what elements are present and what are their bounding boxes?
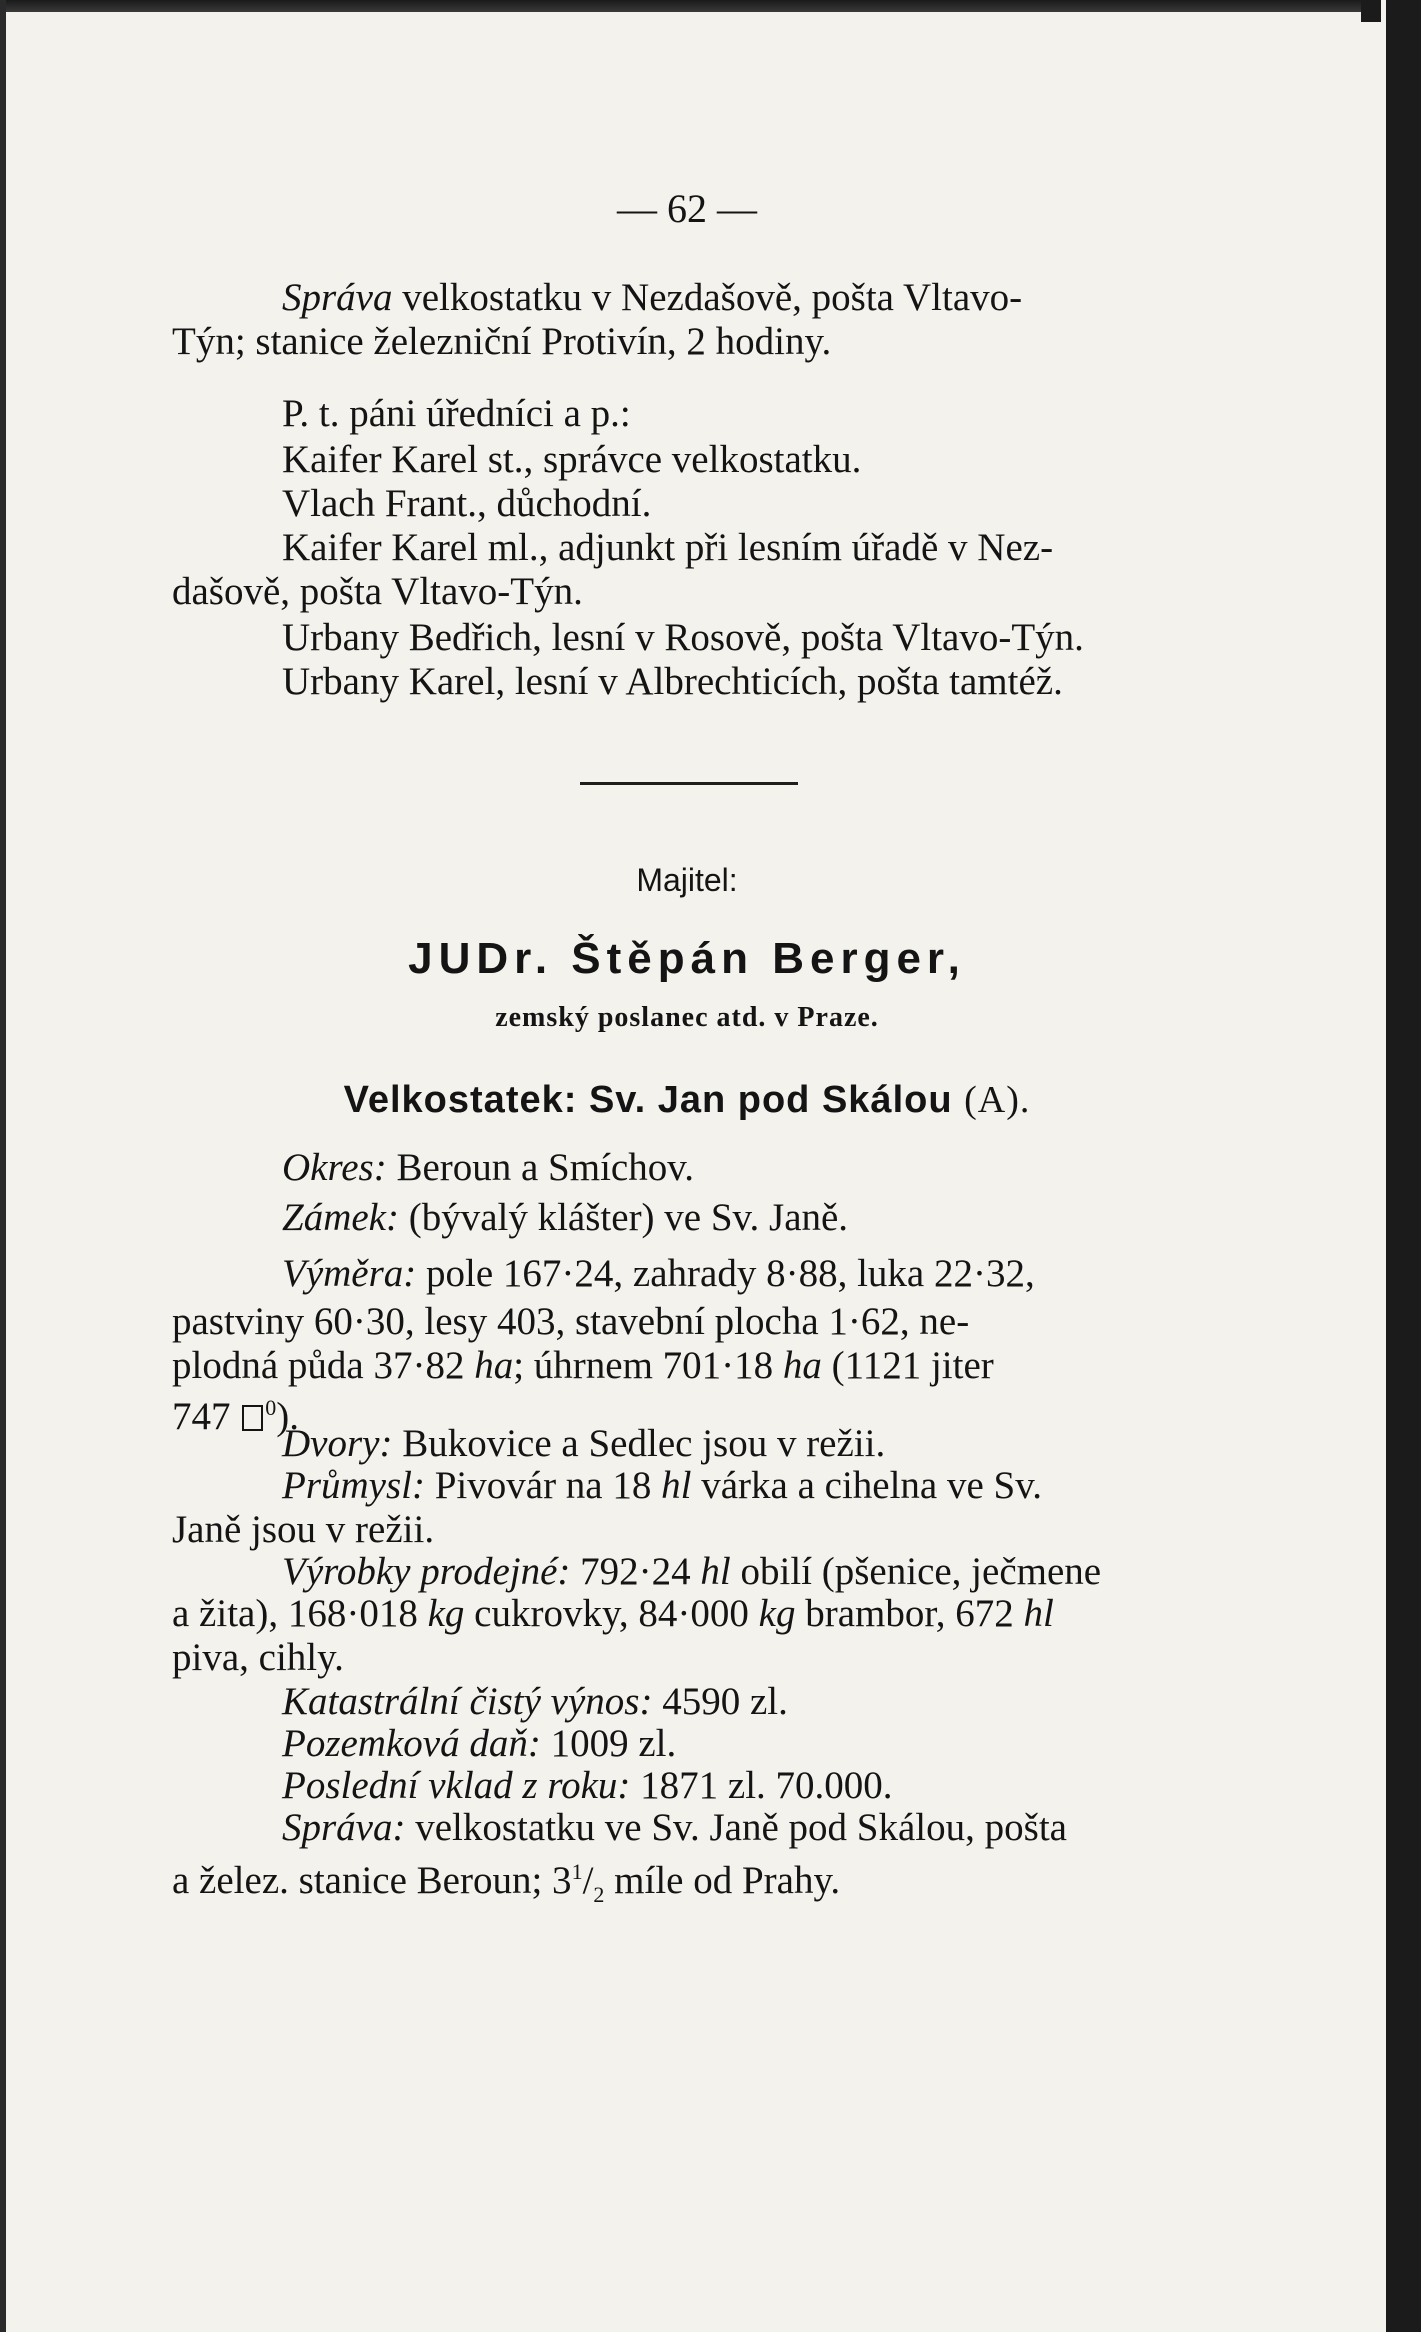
official-line: Urbany Karel, lesní v Albrechticích, pošta tamtéž.: [282, 660, 1063, 703]
sprava-line-1: Správa velkostatku v Nezdašově, pošta Vltavo-: [282, 276, 1023, 319]
sprava-label: Správa: [282, 276, 393, 319]
page-number: — 62 —: [617, 186, 757, 231]
vymera-line-4: 747 $^0$).: [172, 1395, 299, 1438]
square-fathom-icon: [242, 1405, 263, 1431]
official-line: Kaifer Karel st., správce velkostatku.: [282, 438, 862, 481]
vyrobky-line-2: a žita), 168·018 kg cukrovky, 84·000 kg brambor, 672 hl: [172, 1592, 1054, 1635]
estate-sprava-line-2: a želez. stanice Beroun; $3^1/_2$ míle od Prahy.: [172, 1859, 841, 1907]
prumysl-line-2: Janě jsou v režii.: [172, 1508, 435, 1551]
vymera-line-1: Výměra: pole 167·24, zahrady 8·88, luka 22·32,: [282, 1252, 1035, 1295]
vymera-line-2: pastviny 60·30, lesy 403, stavební plocha 1·62, ne-: [172, 1300, 970, 1343]
okres-line: Okres: Beroun a Smíchov.: [282, 1146, 694, 1189]
owner-title: zemský poslanec atd. v Praze.: [495, 1002, 879, 1033]
document-page: [172, 0, 1202, 2332]
official-line: Vlach Frant., důchodní.: [282, 482, 652, 525]
official-line: Urbany Bedřich, lesní v Rosově, pošta Vltavo-Týn.: [282, 616, 1084, 659]
official-line: Kaifer Karel ml., adjunkt při lesním úřadě v Nez-: [282, 526, 1054, 569]
vymera-line-3: plodná půda 37·82 ha; úhrnem 701·18 ha (1121 jiter: [172, 1344, 994, 1387]
owner-name: JUDr. Štěpán Berger,: [408, 934, 966, 983]
dan-line: Pozemková daň: 1009 zl.: [282, 1722, 677, 1765]
official-line: dašově, pošta Vltavo-Týn.: [172, 570, 583, 613]
dvory-line: Dvory: Bukovice a Sedlec jsou v režii.: [282, 1422, 886, 1465]
officials-heading: P. t. páni úředníci a p.:: [282, 392, 631, 435]
katastr-line: Katastrální čistý výnos: 4590 zl.: [282, 1680, 788, 1723]
section-divider: [580, 782, 798, 785]
scan-edge-left: [0, 0, 6, 2332]
prumysl-line-1: Průmysl: Pivovár na 18 hl várka a cihelna ve Sv.: [282, 1464, 1042, 1507]
owner-label: Majitel:: [636, 862, 738, 898]
sprava-line-2: Týn; stanice železniční Protivín, 2 hodiny.: [172, 320, 832, 363]
vyrobky-line-1: Výrobky prodejné: 792·24 hl obilí (pšenice, ječmene: [282, 1550, 1102, 1593]
scan-corner: [1361, 0, 1381, 22]
vyrobky-line-3: piva, cihly.: [172, 1636, 344, 1679]
estate-heading: Velkostatek: Sv. Jan pod Skálou (A).: [343, 1079, 1031, 1121]
estate-sprava-line-1: Správa: velkostatku ve Sv. Janě pod Skálou, pošta: [282, 1806, 1067, 1849]
zamek-line: Zámek: (bývalý klášter) ve Sv. Janě.: [282, 1196, 849, 1239]
vklad-line: Poslední vklad z roku: 1871 zl. 70.000.: [282, 1764, 893, 1807]
scan-edge-right: [1381, 0, 1421, 2332]
